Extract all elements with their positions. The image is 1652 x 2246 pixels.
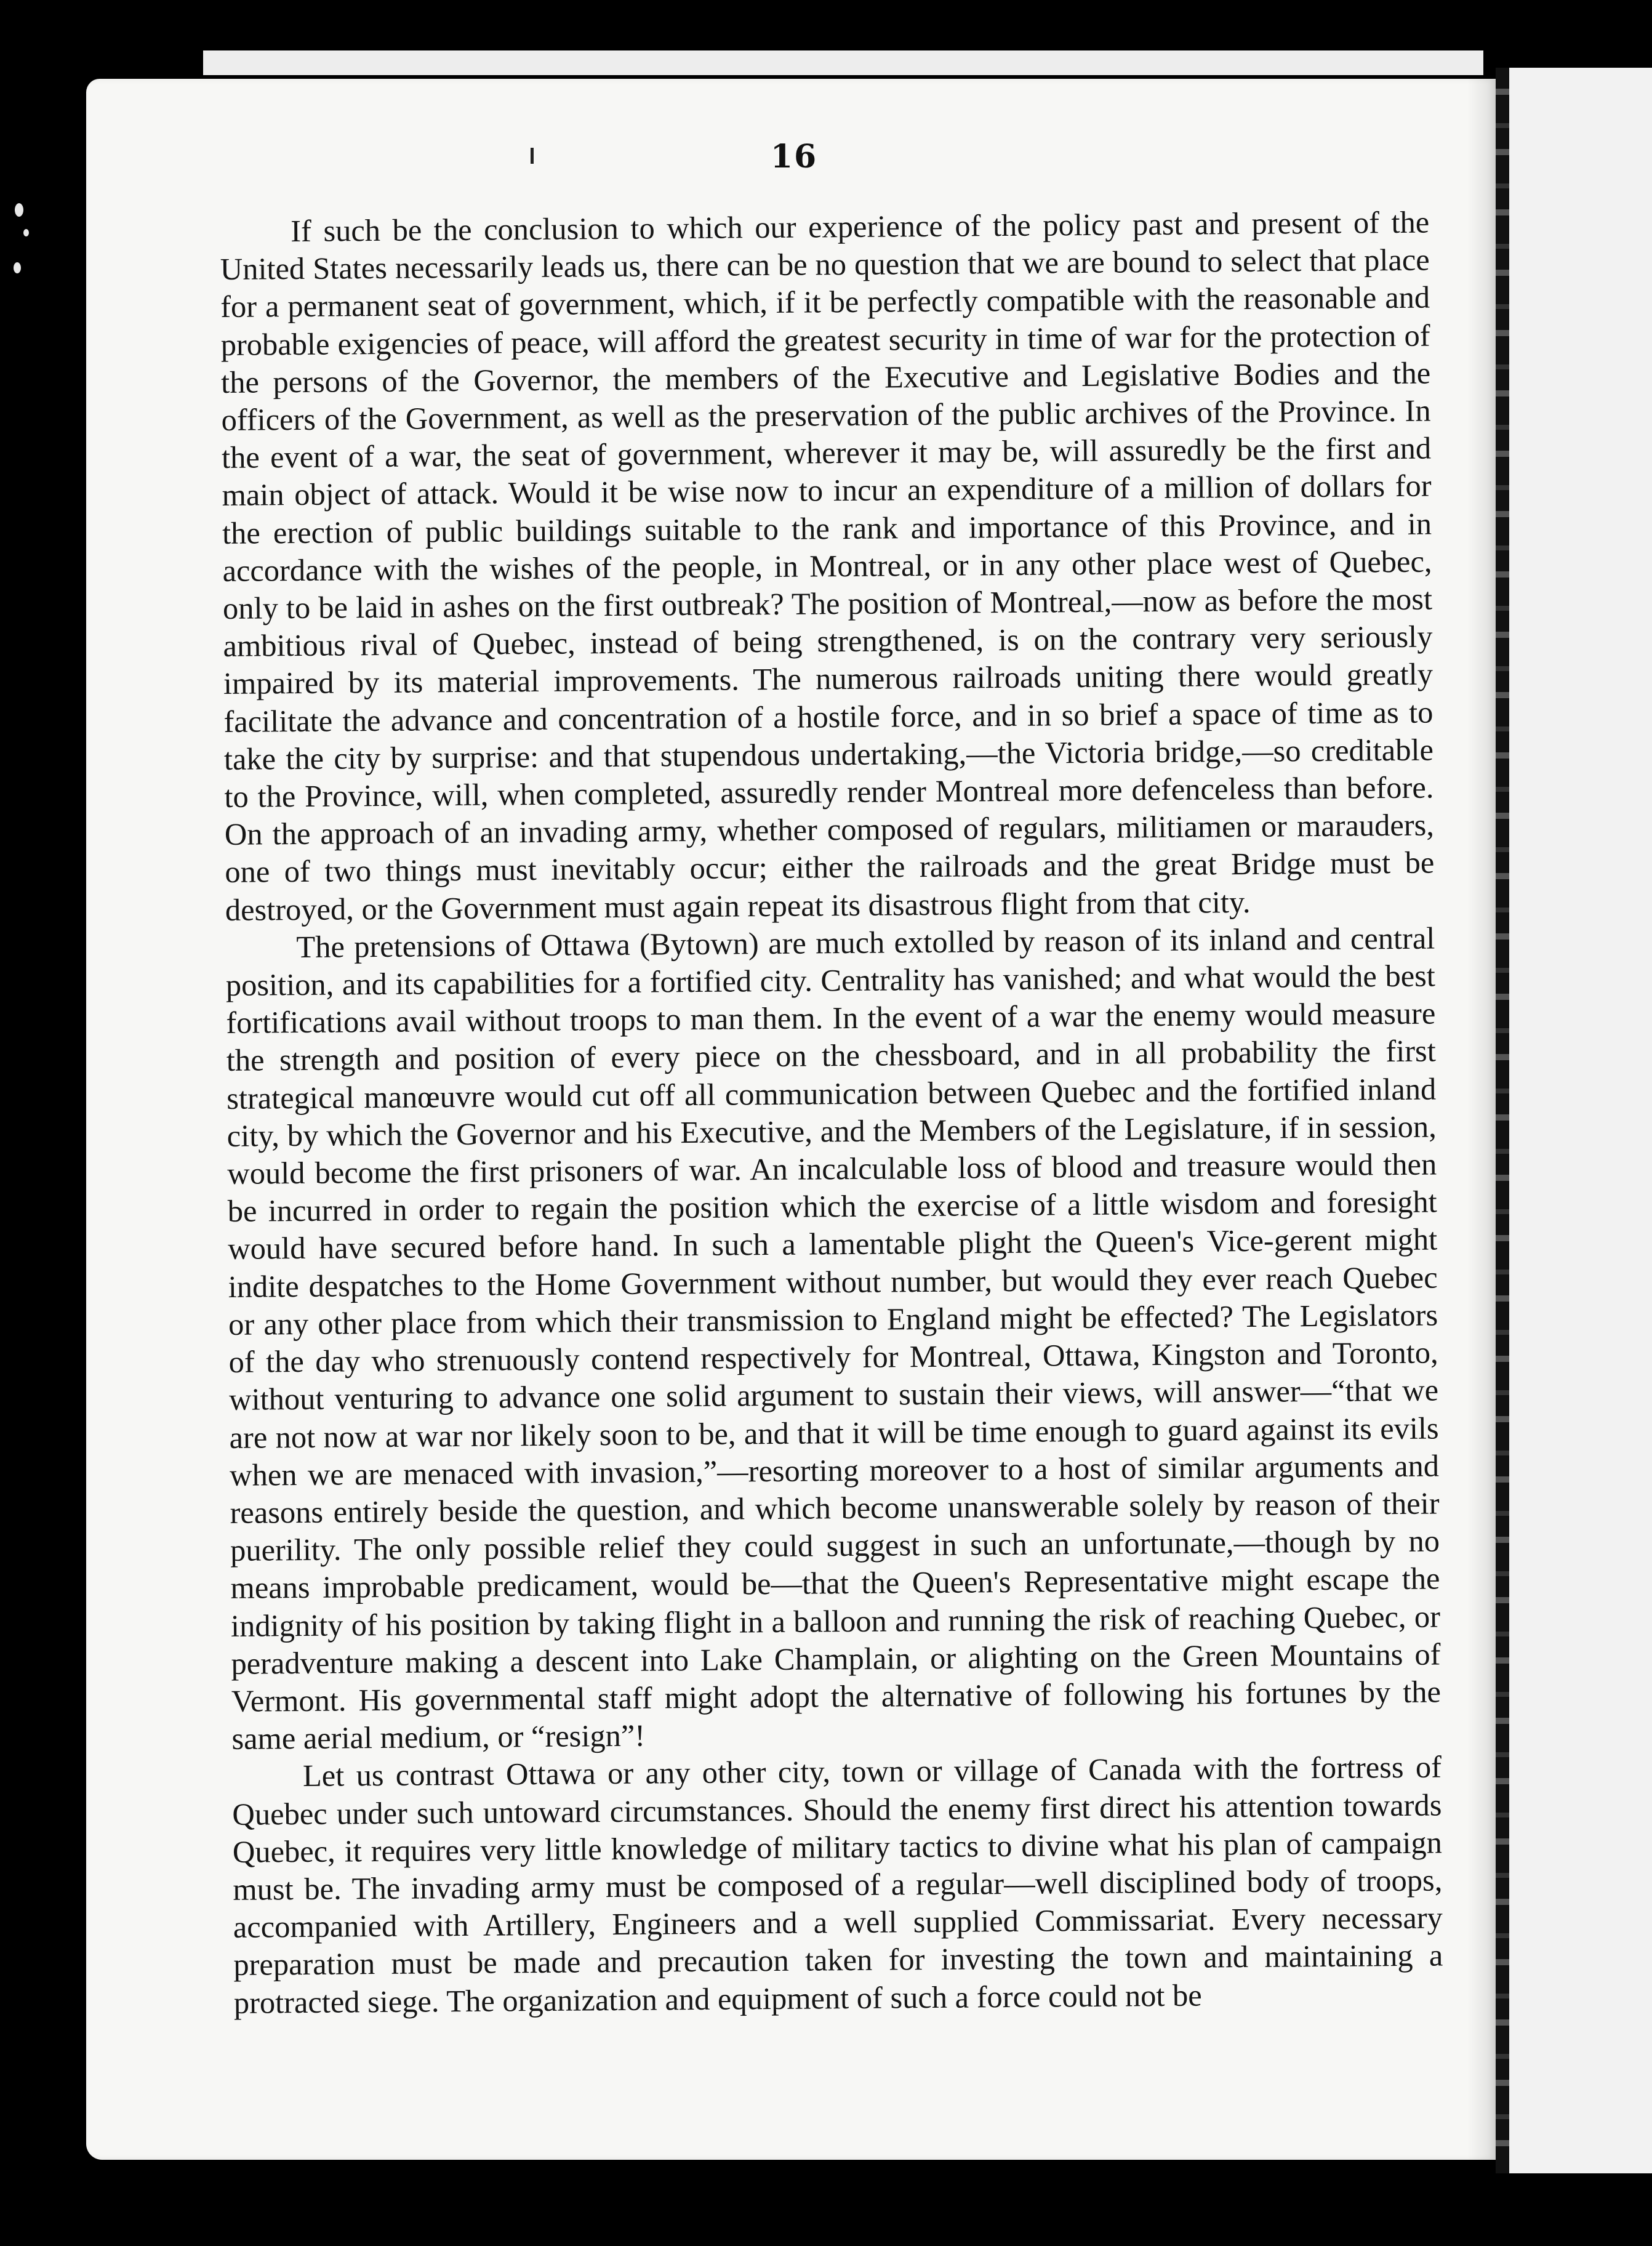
paragraph-seat-of-government: If such be the conclusion to which our experience of the policy past and present of the United States necessarily leads us, there can be no question that we are bound to select that place for a permanent seat of government, which, if it be perfectly compatible with the reasonable and probable exigencies of peace, will afford the greatest security in time of war for the protection of the persons of the Governor, the members of the Executive and Legislative Bodies and the officers of the Government, as well as the preservation of the public archives of the Province. In the event of a war, the seat of government, wherever it may be, will assuredly be the first and main object of attack. Would it be wise now to incur an expenditure of a million of dollars for the erection of public buildings suitable to the rank and importance of this Province, and in accordance with the wishes of the people, in Montreal, or in any other place west of Quebec, only to be laid in ashes on the first outbreak? The position of Montreal,—now as before the most ambitious rival of Quebec, instead of being strengthened, is on the contrary very seriously impaired by its material improvements. The numerous railroads uniting there would greatly facilitate the advance and concentration of a hostile force, and in so brief a space of time as to take the city by surprise: and that stupendous undertaking,—the Victoria bridge,—so creditable to the Province, will, when completed, assuredly render Montreal more defenceless than before. On the approach of an invading army, whether composed of regulars, militiamen or marauders, one of two things must inevitably occur; either the railroads and the great Bridge must be destroyed, or the Government must again repeat its disastrous flight from that city. [220,204,1435,927]
paragraph-contrast-quebec: Let us contrast Ottawa or any other city, town or village of Canada with the fortress of Quebec under such untoward circumstances. Should the enemy first direct his attention towards Quebec, it requires very little knowledge of military tactics to divine what his plan of campaign must be. The invading army must be composed of a regular—well disciplined body of troops, accompanied with Artillery, Engineers and a well supplied Commissariat. Every necessary preparation must be made and precaution taken for investing the town and maintaining a protracted siege. The organization and equipment of such a force could not be [232,1749,1443,2020]
body-text [220,204,1443,2022]
ink-mark [531,148,534,164]
underlying-leaf-edge [203,50,1483,75]
paragraph-ottawa-pretensions: The pretensions of Ottawa (Bytown) are much extolled by reason of its inland and central position, and its capabilities for a fortified city. Centrality has vanished; and what would the best fortifications avail without troops to man them. In the event of a war the enemy would measure the strength and position of every piece on the chessboard, and in all probability the first strategical manœuvre would cut off all communication between Quebec and the fortified inland city, by which the Governor and his Executive, and the Members of the Legislature, if in session, would become the first prisoners of war. An incalculable loss of blood and treasure would then be incurred in order to regain the position which the exercise of a little wisdom and foresight would have secured before hand. In such a lamentable plight the Queen's Vice-gerent might indite despatches to the Home Government without number, but would they ever reach Quebec or any other place from which their transmission to England might be effected? The Legislators of the day who strenuously contend respectively for Montreal, Ottawa, Kingston and Toronto, without venturing to advance one solid argument to sustain their views, will answer—“that we are not now at war nor likely soon to be, and that it will be time enough to guard against its evils when we are menaced with invasion,”—resorting moreover to a host of similar arguments and reasons entirely beside the question, and which become unanswerable solely by reason of their puerility. The only possible relief they could suggest in such an unfortunate,—though by no means improbable predicament, would be—that the Queen's Representative might escape the indignity of his position by taking flight in a balloon and running the risk of reaching Quebec, or peradventure making a descent into Lake Champlain, or alighting on the Green Mountains of Vermont. His governmental staff might adopt the alternative of following his fortunes by the same aerial medium, or “resign”! [225,920,1441,1757]
torn-leaf-edge [1496,68,1509,2173]
page-number: 16 [770,138,818,175]
margin-specks [11,203,36,302]
gutter-shadow [1467,79,1496,2160]
adjacent-leaf [1496,68,1652,2173]
book-page [86,79,1496,2160]
